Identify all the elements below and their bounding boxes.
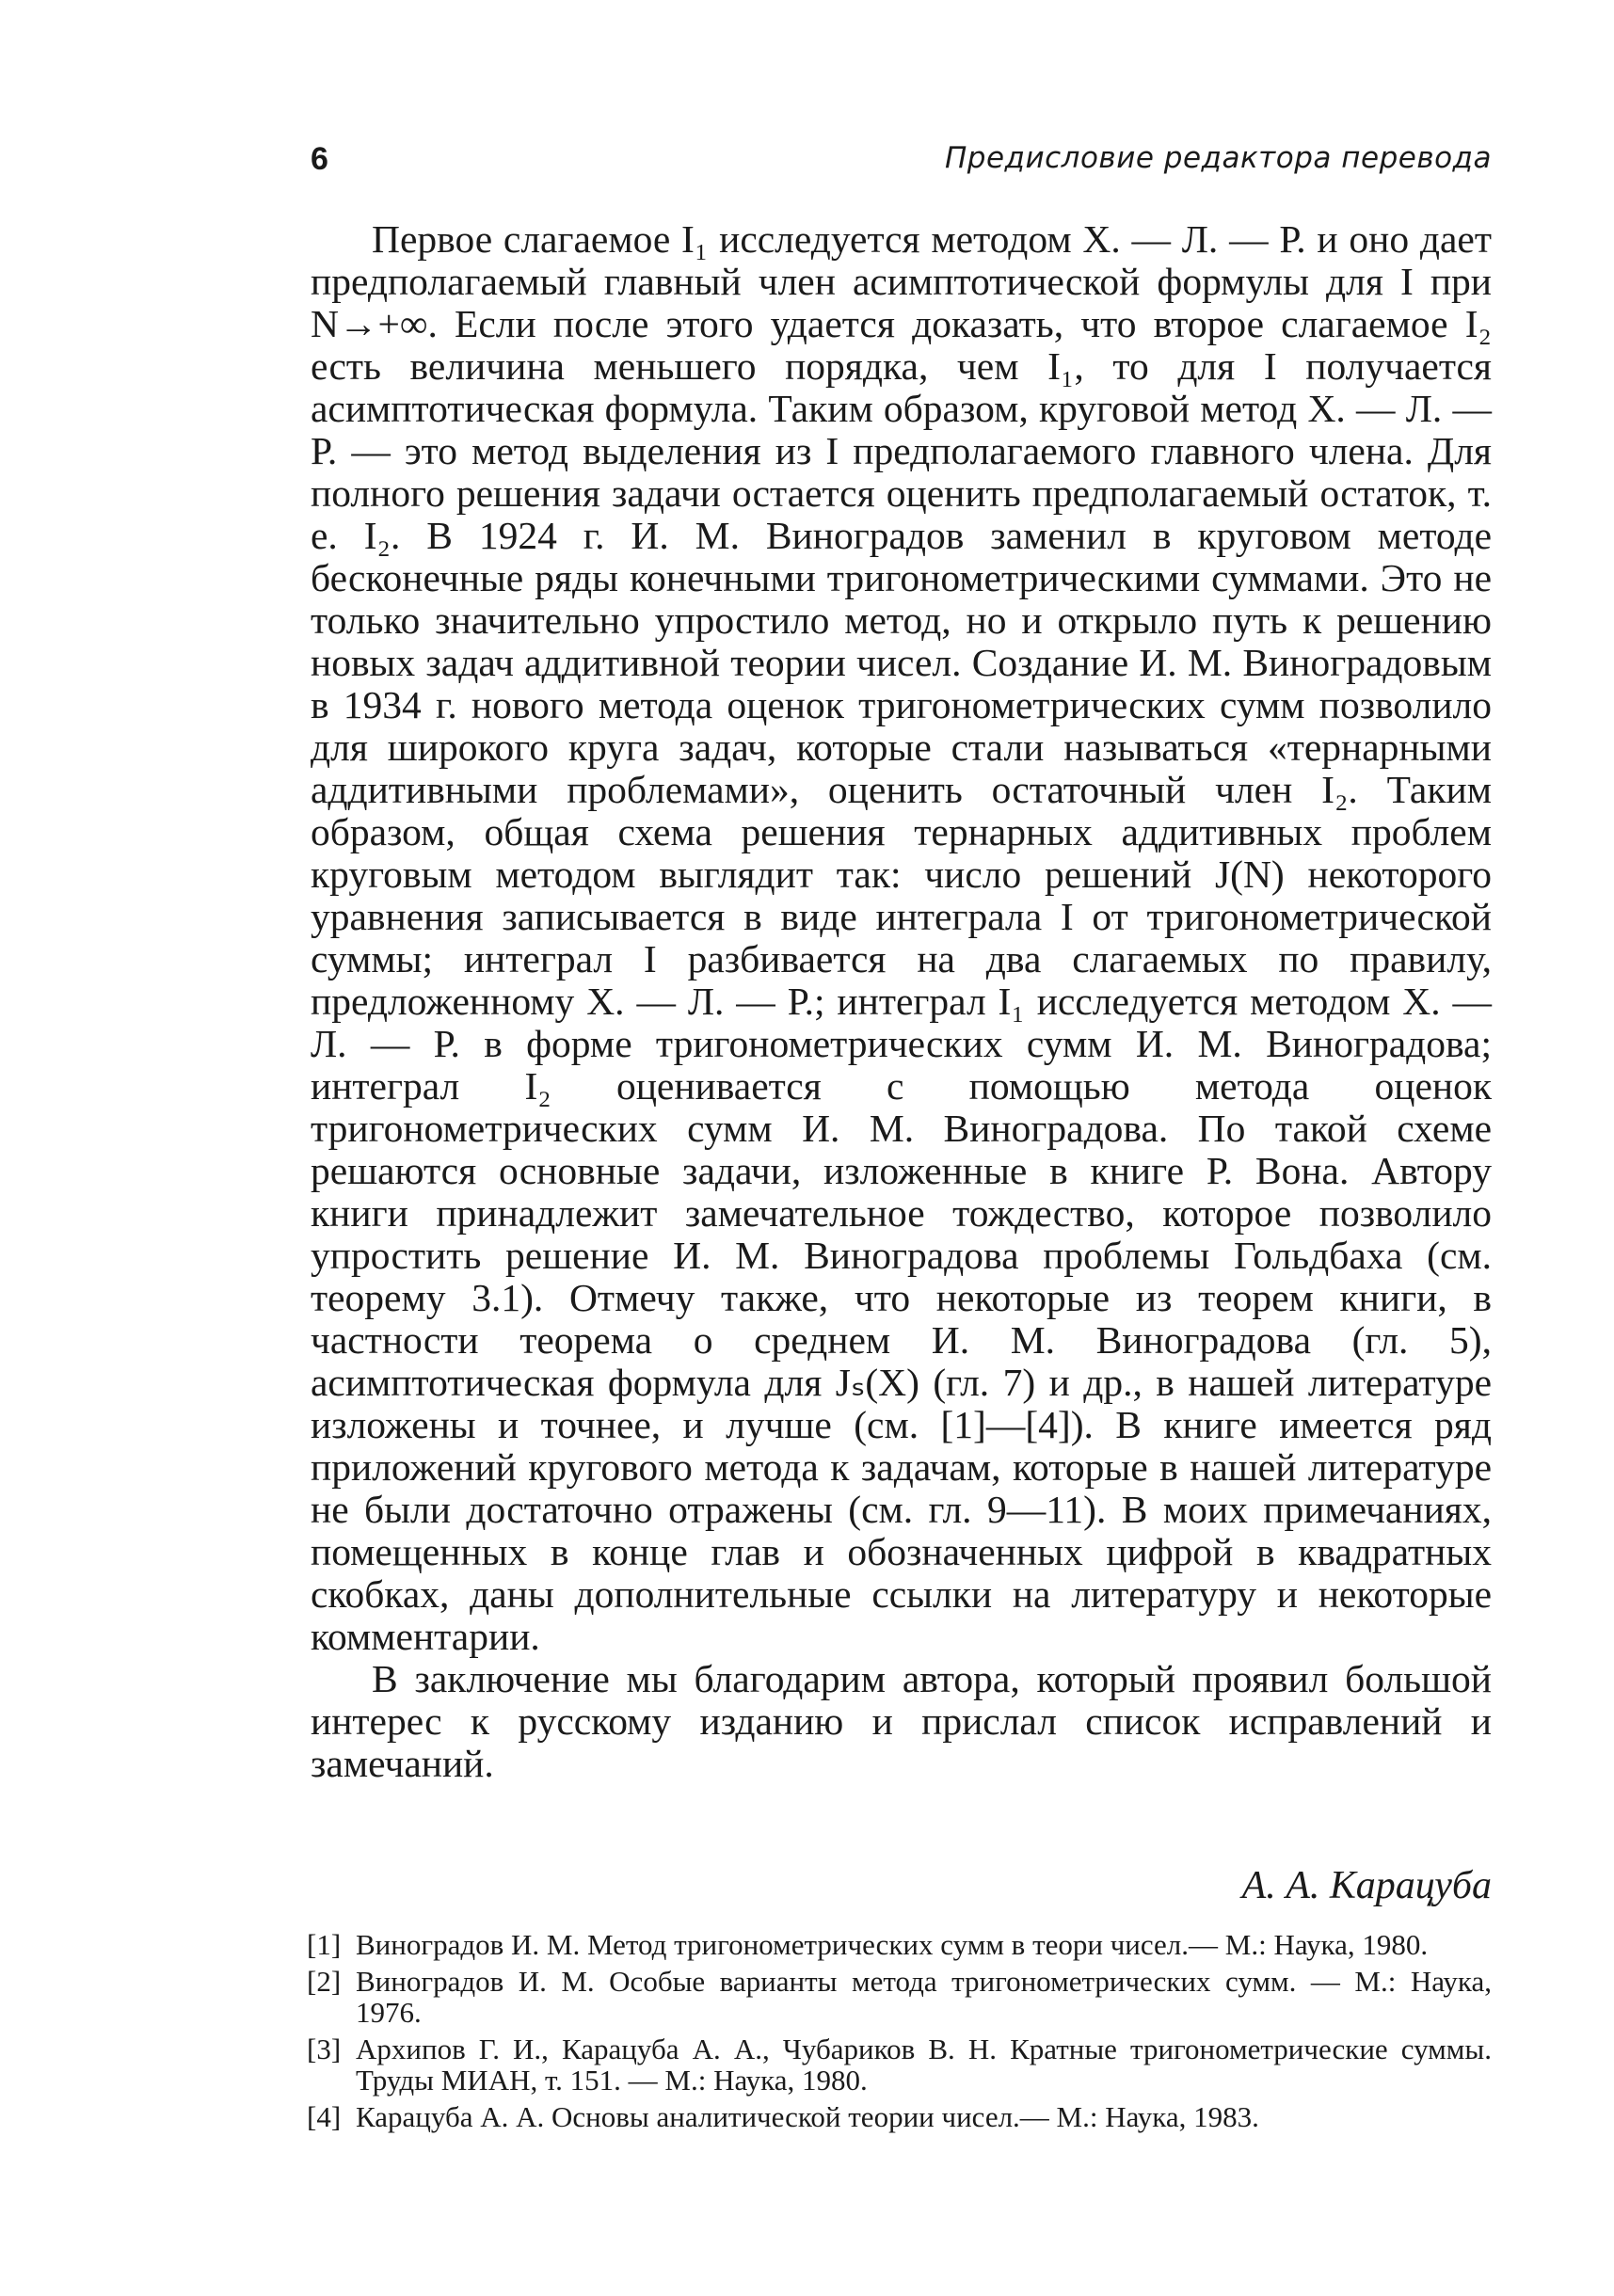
page-number: 6 [311,141,328,177]
running-title: Предисловие редактора перевода [944,141,1492,175]
reference-number: [2] [307,1965,342,1998]
reference-number: [4] [307,2100,342,2133]
reference-item [307,1966,1492,2028]
body-text [311,218,1492,1785]
reference-item [307,2101,1492,2132]
reference-text: Архипов Г. И., Карацуба А. А., Чубариков В. Н. Кратные тригонометрические суммы. Труды МИАН, т. 151. — М.: Наука, 1980. [356,2033,1492,2097]
running-head [311,141,1492,188]
reference-text: Виноградов И. М. Метод тригонометрических сумм в теори чисел.— М.: Наука, 1980. [356,1928,1429,1961]
references-list [307,1929,1492,2138]
paragraph: В заключение мы благодарим автора, который проявил большой интерес к русскому изданию и прислал список исправлений и замечаний. [311,1657,1492,1785]
signature: А. А. Карацуба [1241,1864,1492,1907]
paragraph: Первое слагаемое I₁ исследуется методом Х. — Л. — Р. и оно дает предполагаемый главный член асимптотической формулы для I при N→+∞. Если после этого удается доказать, что второе слагаемое I₂ есть величина меньшего порядка, чем I₁, то для I получается асимптотическая формула. Таким образом, круговой метод Х. — Л. — Р. — это метод выделения из I предполагаемого главного члена. Для полного решения задачи остается оценить предполагаемый остаток, т. е. I₂. В 1924 г. И. М. Виноградов заменил в круговом методе бесконечные ряды конечными тригонометрическими суммами. Это не только значительно упростило метод, но и открыло путь к решению новых задач аддитивной теории чисел. Создание И. М. Виноградовым в 1934 г. нового метода оценок тригонометрических сумм позволило для широкого круга задач, которые стали называться «тернарными аддитивными проблемами», оценить остаточный член I₂. Таким образом, общая схема решения тернарных аддитивных проблем круговым методом выглядит так: число решений J(N) некоторого уравнения записывается в виде интеграла I от тригонометрической суммы; интеграл I разбивается на два слагаемых по правилу, предложенному Х. — Л. — Р.; интеграл I₁ исследуется методом Х. — Л. — Р. в форме тригонометрических сумм И. М. Виноградова; интеграл I₂ оценивается с помощью метода оценок тригонометрических сумм И. М. Виноградова. По такой схеме решаются основные задачи, изложенные в книге Р. Вона. Автору книги принадлежит замечательное тождество, которое позволило упростить решение И. М. Виноградова проблемы Гольдбаха (см. теорему 3.1). Отмечу также, что некоторые из теорем книги, в частности теорема о среднем И. М. Виноградова (гл. 5), асимптотическая формула для Jₛ(X) (гл. 7) и др., в нашей литературе изложены и точнее, и лучше (см. [1]—[4]). В книге имеется ряд приложений кругового метода к задачам, которые в нашей литературе не были достаточно отражены (см. гл. 9—11). В моих примечаниях, помещенных в конце глав и обозначенных цифрой в квадратных скобках, даны дополнительные ссылки на литературу и некоторые комментарии. [311,217,1492,1658]
reference-text: Виноградов И. М. Особые варианты метода тригонометрических сумм. — М.: Наука, 1976. [356,1965,1492,2029]
reference-item [307,2033,1492,2096]
reference-item [307,1929,1492,1960]
reference-number: [1] [307,1928,342,1961]
reference-number: [3] [307,2033,342,2065]
reference-text: Карацуба А. А. Основы аналитической теории чисел.— М.: Наука, 1983. [356,2100,1259,2133]
